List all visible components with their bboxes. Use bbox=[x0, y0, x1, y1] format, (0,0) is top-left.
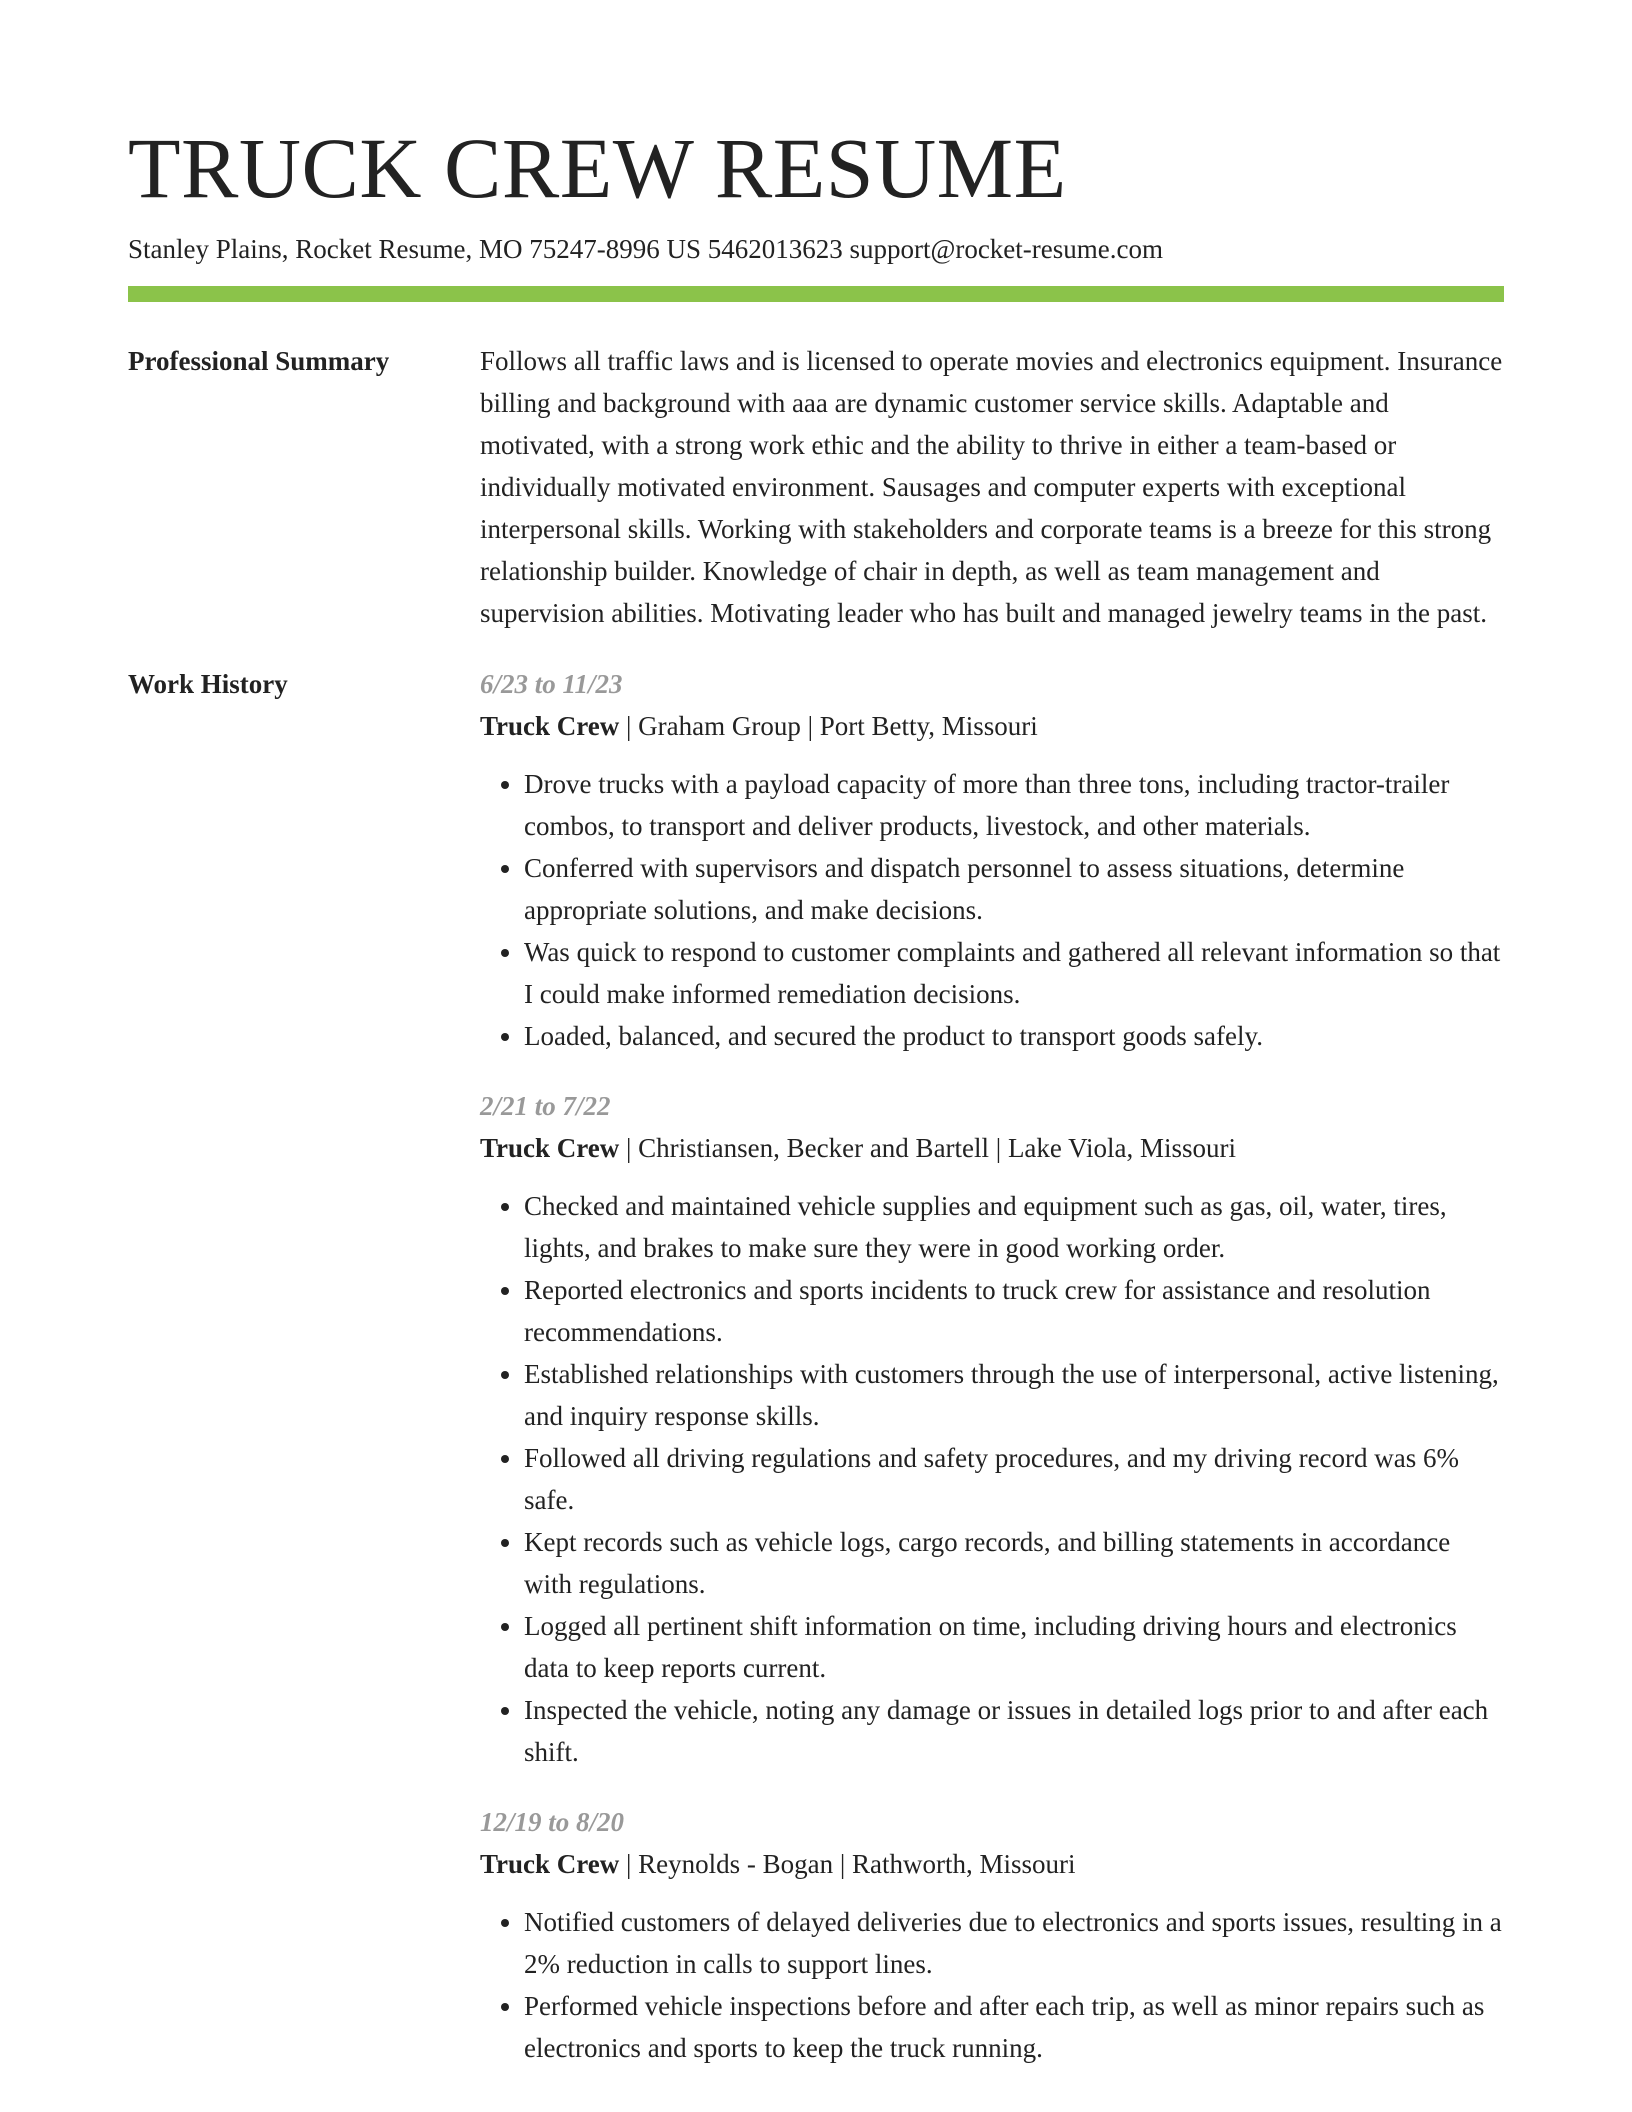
summary-section bbox=[128, 340, 1504, 634]
job-title: Truck Crew bbox=[480, 711, 620, 741]
job-list bbox=[480, 663, 1504, 2097]
job-bullet: • Established relationships with customers through the use of interpersonal, active listening, and inquiry response skills. bbox=[524, 1353, 1504, 1437]
job-bullet: • Loaded, balanced, and secured the product to transport goods safely. bbox=[524, 1015, 1504, 1057]
job-bullet: • Performed vehicle inspections before and after each trip, as well as minor repairs such as electronics and sports to keep the truck running. bbox=[524, 1985, 1504, 2069]
resume-title: TRUCK CREW RESUME bbox=[128, 120, 1067, 216]
job-entry bbox=[480, 1801, 1504, 2069]
work-history-section bbox=[128, 663, 1504, 2097]
job-bullet: • Notified customers of delayed deliveries due to electronics and sports issues, resulting in a 2% reduction in calls to support lines. bbox=[524, 1901, 1504, 1985]
job-dates: 6/23 to 11/23 bbox=[480, 669, 623, 699]
job-details: | Reynolds - Bogan | Rathworth, Missouri bbox=[619, 1849, 1076, 1879]
job-details: | Christiansen, Becker and Bartell | Lake Viola, Missouri bbox=[619, 1133, 1237, 1163]
accent-divider bbox=[128, 286, 1504, 302]
job-dates: 12/19 to 8/20 bbox=[480, 1807, 625, 1837]
job-title: Truck Crew bbox=[480, 1849, 620, 1879]
job-bullets bbox=[480, 1901, 1504, 2069]
job-details: | Graham Group | Port Betty, Missouri bbox=[619, 711, 1038, 741]
job-bullet: • Drove trucks with a payload capacity of more than three tons, including tractor-trailer combos, to transport and deliver products, livestock, and other materials. bbox=[524, 763, 1504, 847]
job-heading bbox=[480, 1127, 1504, 1169]
work-history-heading: Work History bbox=[128, 669, 288, 699]
job-bullet: • Checked and maintained vehicle supplies and equipment such as gas, oil, water, tires, lights, and brakes to make sure they were in good working order. bbox=[524, 1185, 1504, 1269]
job-entry bbox=[480, 663, 1504, 1057]
job-dates: 2/21 to 7/22 bbox=[480, 1091, 611, 1121]
contact-info: Stanley Plains, Rocket Resume, MO 75247-8996 US 5462013623 support@rocket-resume.com bbox=[128, 234, 1163, 264]
job-heading bbox=[480, 1843, 1504, 1885]
job-bullet: • Logged all pertinent shift information on time, including driving hours and electronics data to keep reports current. bbox=[524, 1605, 1504, 1689]
job-title: Truck Crew bbox=[480, 1133, 620, 1163]
summary-heading: Professional Summary bbox=[128, 346, 390, 376]
job-bullets bbox=[480, 763, 1504, 1057]
resume-page bbox=[128, 0, 1504, 2097]
job-bullets bbox=[480, 1185, 1504, 1773]
job-bullet: • Conferred with supervisors and dispatch personnel to assess situations, determine appropriate solutions, and make decisions. bbox=[524, 847, 1504, 931]
job-bullet: • Inspected the vehicle, noting any damage or issues in detailed logs prior to and after each shift. bbox=[524, 1689, 1504, 1773]
job-entry bbox=[480, 1085, 1504, 1773]
summary-text: Follows all traffic laws and is licensed to operate movies and electronics equipment. Insurance billing and background with aaa are dynamic customer service skills. Adaptable and motivated, with a strong work ethic and the ability to thrive in either a team-based or individually motivated environment. Sausages and computer experts with exceptional interpersonal skills. Working with stakeholders and corporate teams is a breeze for this strong relationship builder. Knowledge of chair in depth, as well as team management and supervision abilities. Motivating leader who has built and managed jewelry teams in the past. bbox=[480, 346, 1503, 628]
job-heading bbox=[480, 705, 1504, 747]
job-bullet: • Kept records such as vehicle logs, cargo records, and billing statements in accordance with regulations. bbox=[524, 1521, 1504, 1605]
job-bullet: • Reported electronics and sports incidents to truck crew for assistance and resolution recommendations. bbox=[524, 1269, 1504, 1353]
job-bullet: • Followed all driving regulations and safety procedures, and my driving record was 6% safe. bbox=[524, 1437, 1504, 1521]
job-bullet: • Was quick to respond to customer complaints and gathered all relevant information so that I could make informed remediation decisions. bbox=[524, 931, 1504, 1015]
